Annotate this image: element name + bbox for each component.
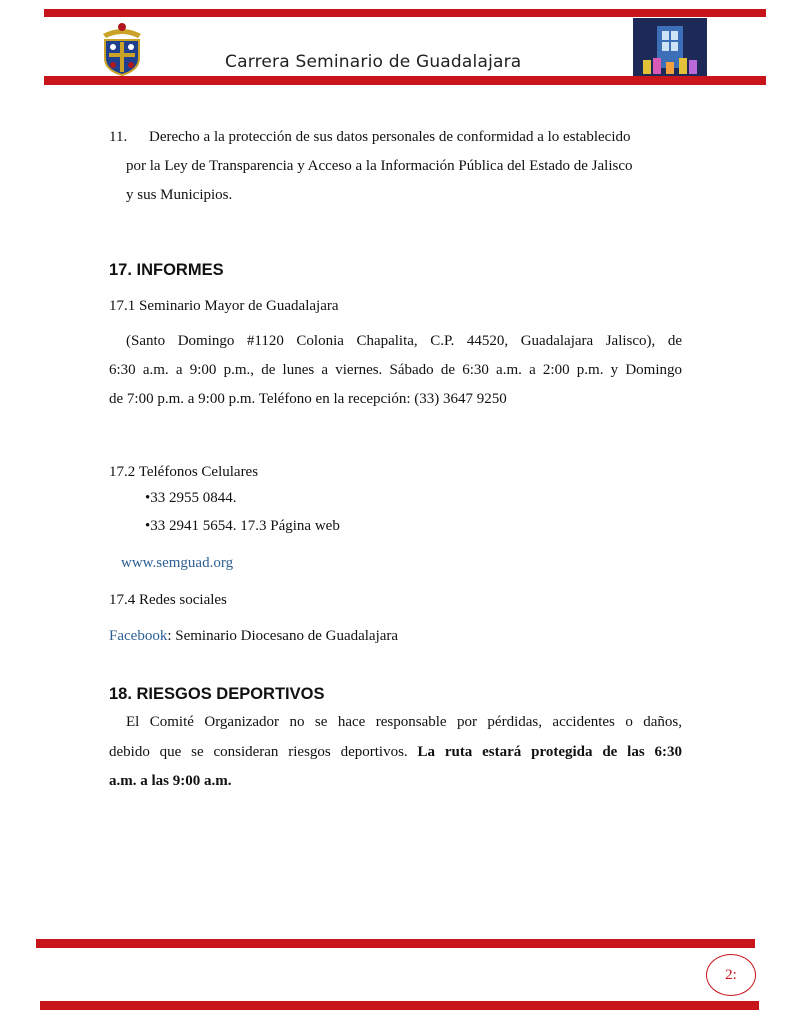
address-line-3: de 7:00 p.m. a 9:00 p.m. Teléfono en la recepción: (33) 3647 9250 (109, 391, 507, 407)
item-11-line-3: y sus Municipios. (126, 187, 233, 203)
section-18-line-3: a.m. a las 9:00 a.m. (109, 773, 232, 789)
item-11-line-1: Derecho a la protección de sus datos personales de conformidad a lo establecido (149, 129, 631, 145)
phone-1: •33 2955 0844. (145, 490, 237, 506)
address-line-1: (Santo Domingo #1120 Colonia Chapalita, C.P. 44520, Guadalajara Jalisco), de (126, 333, 682, 349)
section-18-heading: 18. RIESGOS DEPORTIVOS (109, 685, 325, 703)
footer-top-bar (36, 939, 755, 948)
section-18-line-2-bold: La ruta estará protegida de las 6:30 (417, 744, 682, 760)
section-17-heading: 17. INFORMES (109, 261, 224, 279)
phone-2: •33 2941 5654. 17.3 Página web (145, 518, 340, 534)
facebook-text: : Seminario Diocesano de Guadalajara (167, 628, 399, 644)
section-18-line-2-normal: debido que se consideran riesgos deportivos. (109, 744, 418, 760)
page-number-badge (706, 954, 756, 996)
facebook-line (109, 622, 398, 651)
page-number: 2: (725, 966, 737, 983)
section-17-1-title: 17.1 Seminario Mayor de Guadalajara (109, 298, 339, 314)
diocesan-crest-icon (97, 20, 147, 76)
section-18-line-1: El Comité Organizador no se hace responsable por pérdidas, accidentes o daños, (126, 714, 682, 730)
item-11-line-2: por la Ley de Transparencia y Acceso a la Información Pública del Estado de Jalisco (126, 158, 633, 174)
section-18-line-2 (109, 738, 682, 767)
facebook-link[interactable]: Facebook (109, 628, 168, 644)
section-17-4-title: 17.4 Redes sociales (109, 592, 227, 608)
header-top-bar (44, 9, 766, 17)
header-title: Carrera Seminario de Guadalajara (225, 52, 522, 72)
address-line-2: 6:30 a.m. a 9:00 p.m., de lunes a viernes. Sábado de 6:30 a.m. a 2:00 p.m. y Domingo (109, 362, 682, 378)
item-11-number: 11. (109, 129, 128, 145)
seminary-building-image (633, 18, 707, 76)
header-bottom-bar (44, 76, 766, 85)
website-link[interactable]: www.semguad.org (121, 555, 234, 571)
section-17-2-title: 17.2 Teléfonos Celulares (109, 464, 259, 480)
footer-bottom-bar (40, 1001, 759, 1010)
